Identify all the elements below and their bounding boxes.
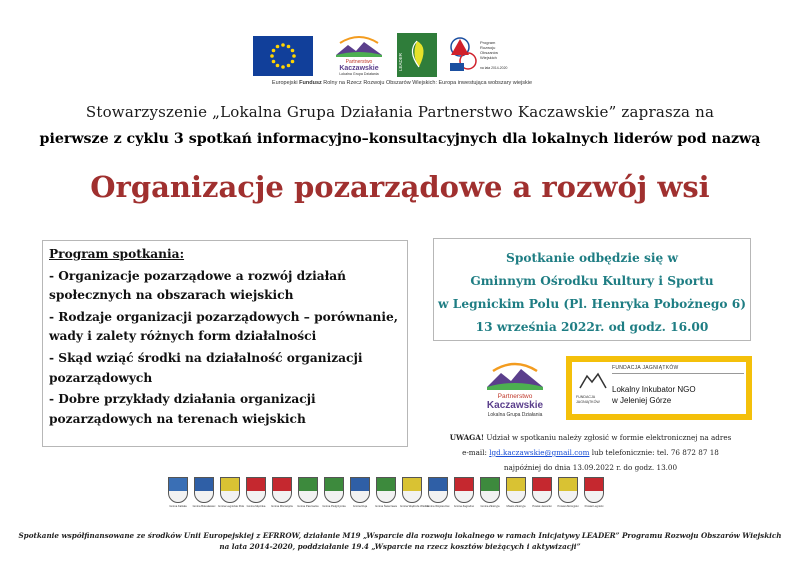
crest-shield-icon: [454, 477, 474, 503]
venue-date: 13 września 2022r. od godz. 16.00: [475, 320, 709, 334]
crest: Gmina Kaliska: [166, 477, 190, 508]
crest: Powiat Złotoryjski: [556, 477, 580, 508]
crest: Powiat Jaworski: [530, 477, 554, 508]
prow-line1: Program: [480, 40, 496, 45]
crest: Miasto Złotoryja: [504, 477, 528, 508]
notice-label: UWAGA!: [449, 433, 485, 442]
crest: Gmina Ruja: [348, 477, 372, 508]
lgd-kaczawskie-logo-large: [479, 357, 551, 419]
crest-shield-icon: [246, 477, 266, 503]
lgd-mid-line2: Kaczawskie: [486, 400, 544, 411]
crest-shield-icon: [350, 477, 370, 503]
notice-phone: lub telefonicznie: tel. 76 872 87 18: [589, 448, 719, 457]
lgd-mid-line1: Partnerstwo: [497, 393, 533, 400]
notice-deadline: najpóźniej do dnia 13.09.2022 r. do godz. 13.00: [503, 463, 678, 472]
prow-line3: Obszarów: [480, 50, 499, 55]
funding-footer: [0, 531, 800, 552]
lgd-kaczawskie-logo: [330, 33, 388, 77]
crest: Gmina Złotoryja: [478, 477, 502, 508]
lgd-top-line2: Kaczawskie: [339, 65, 379, 72]
crest-shield-icon: [532, 477, 552, 503]
notice-text1: Udział w spotkaniu należy zgłosić w formie elektronicznej na adres: [484, 433, 732, 442]
lgd-top-line1: Partnerstwo: [345, 59, 373, 65]
leader-text: LEADER: [398, 52, 403, 71]
crest: Gmina Wojcieszów: [426, 477, 450, 508]
lgd-top-line3: Lokalna Grupa Działania: [339, 72, 379, 76]
partner-name-line1: Lokalny Inkubator NGO: [612, 385, 696, 394]
prow-line4: Wiejskich: [480, 55, 497, 60]
crest-shield-icon: [480, 477, 500, 503]
venue-line2: Gminnym Ośrodku Kultury i Sportu: [470, 274, 714, 288]
crest-shield-icon: [506, 477, 526, 503]
crest-shield-icon: [376, 477, 396, 503]
crest: Gmina Męcinka: [244, 477, 268, 508]
crest: Gmina Legnickie Pole: [218, 477, 242, 508]
partner-name-line2: w Jeleniej Górze: [612, 396, 672, 405]
partner-mark-line2: JAGNIĄTKÓW: [576, 400, 600, 404]
notice: UWAGA! Udział w spotkaniu należy zgłosić w formie elektronicznej na adres e-mail: lgd.kaczawskie@gmail.com lub telefonicznie: tel. 76 872 87 18 najpóźniej do dnia 13.09.2022 r. do godz. 13.00: [418, 430, 763, 475]
venue-box: [433, 238, 751, 341]
crest: Gmina Wądroże Wielkie: [400, 477, 424, 508]
crest: Powiat Legnicki: [582, 477, 606, 508]
crest: Gmina Mściwojów: [270, 477, 294, 508]
intro-line2: pierwsze z cyklu 3 spotkań informacyjno–konsultacyjnych dla lokalnych liderów pod nazwą: [39, 131, 761, 147]
venue-line3: w Legnickim Polu (Pl. Henryka Pobożnego 6): [438, 297, 746, 311]
program-heading: Program spotkania:: [49, 247, 185, 261]
crest-shield-icon: [428, 477, 448, 503]
prow-line5: na lata 2014-2020: [480, 66, 508, 70]
eu-caption: Europejski Fundusz Rolny na Rzecz Rozwoju Obszarów Wiejskich: Europa inwestująca wobszary wiejskie: [271, 80, 533, 86]
eu-flag-logo: [253, 36, 313, 76]
crest-shield-icon: [584, 477, 604, 503]
venue-line1: Spotkanie odbędzie się w: [506, 251, 678, 265]
crest-shield-icon: [220, 477, 240, 503]
prow-logo: [446, 33, 514, 79]
crest: Gmina Paszowice: [296, 477, 320, 508]
program-item: - Skąd wziąć środki na działalność organizacji pozarządowych: [49, 350, 363, 385]
municipality-crests: [166, 477, 616, 521]
partner-logo: [566, 356, 752, 420]
program-item: - Dobre przykłady działania organizacji pozarządowych na terenach wiejskich: [49, 392, 316, 426]
crest: Gmina Bolesławiec: [192, 477, 216, 508]
partner-divider: [612, 373, 744, 374]
program-box: [42, 240, 408, 447]
crest: Gmina Pielgrzymka: [322, 477, 346, 508]
crest-shield-icon: [168, 477, 188, 503]
footer-line2: na lata 2014-2020, poddziałanie 19.4 „Wsparcie na rzecz kosztów bieżących i aktywizacji”: [219, 541, 581, 551]
prow-line2: Rozwoju: [480, 45, 496, 50]
email-link[interactable]: lgd.kaczawskie@gmail.com: [489, 448, 590, 457]
program-item: - Organizacje pozarządowe a rozwój działań społecznych na obszarach wiejskich: [49, 268, 347, 303]
leader-logo: [397, 33, 437, 77]
partner-mark-line1: FUNDACJA: [576, 395, 596, 399]
crest-shield-icon: [558, 477, 578, 503]
program-item: - Rodzaje organizacji pozarządowych – porównanie, wady i zalety różnych form działalności: [49, 309, 399, 344]
crest-shield-icon: [298, 477, 318, 503]
crest-shield-icon: [272, 477, 292, 503]
fundacja-jagniatkow-icon: [576, 368, 608, 406]
lgd-mid-line3: Lokalna Grupa Działania: [487, 412, 543, 418]
page-title: Organizacje pozarządowe a rozwój wsi: [90, 170, 710, 204]
crest: Gmina Świerzawa: [374, 477, 398, 508]
intro-line1: Stowarzyszenie „Lokalna Grupa Działania Partnerstwo Kaczawskie” zaprasza na: [85, 103, 715, 121]
crest-shield-icon: [402, 477, 422, 503]
eu-stars-icon: [253, 36, 313, 76]
crest-shield-icon: [194, 477, 214, 503]
crest: Gmina Zagrodno: [452, 477, 476, 508]
partner-tag: FUNDACJA JAGNIĄTKÓW: [612, 365, 679, 371]
crest-shield-icon: [324, 477, 344, 503]
footer-line1: Spotkanie współfinansowane ze środków Unii Europejskiej z EFRROW, działanie M19 „Wsparcie dla rozwoju lokalnego w ramach Inicjatywy LEADER” Programu Rozwoju Obszarów Wiejskich: [18, 531, 782, 540]
